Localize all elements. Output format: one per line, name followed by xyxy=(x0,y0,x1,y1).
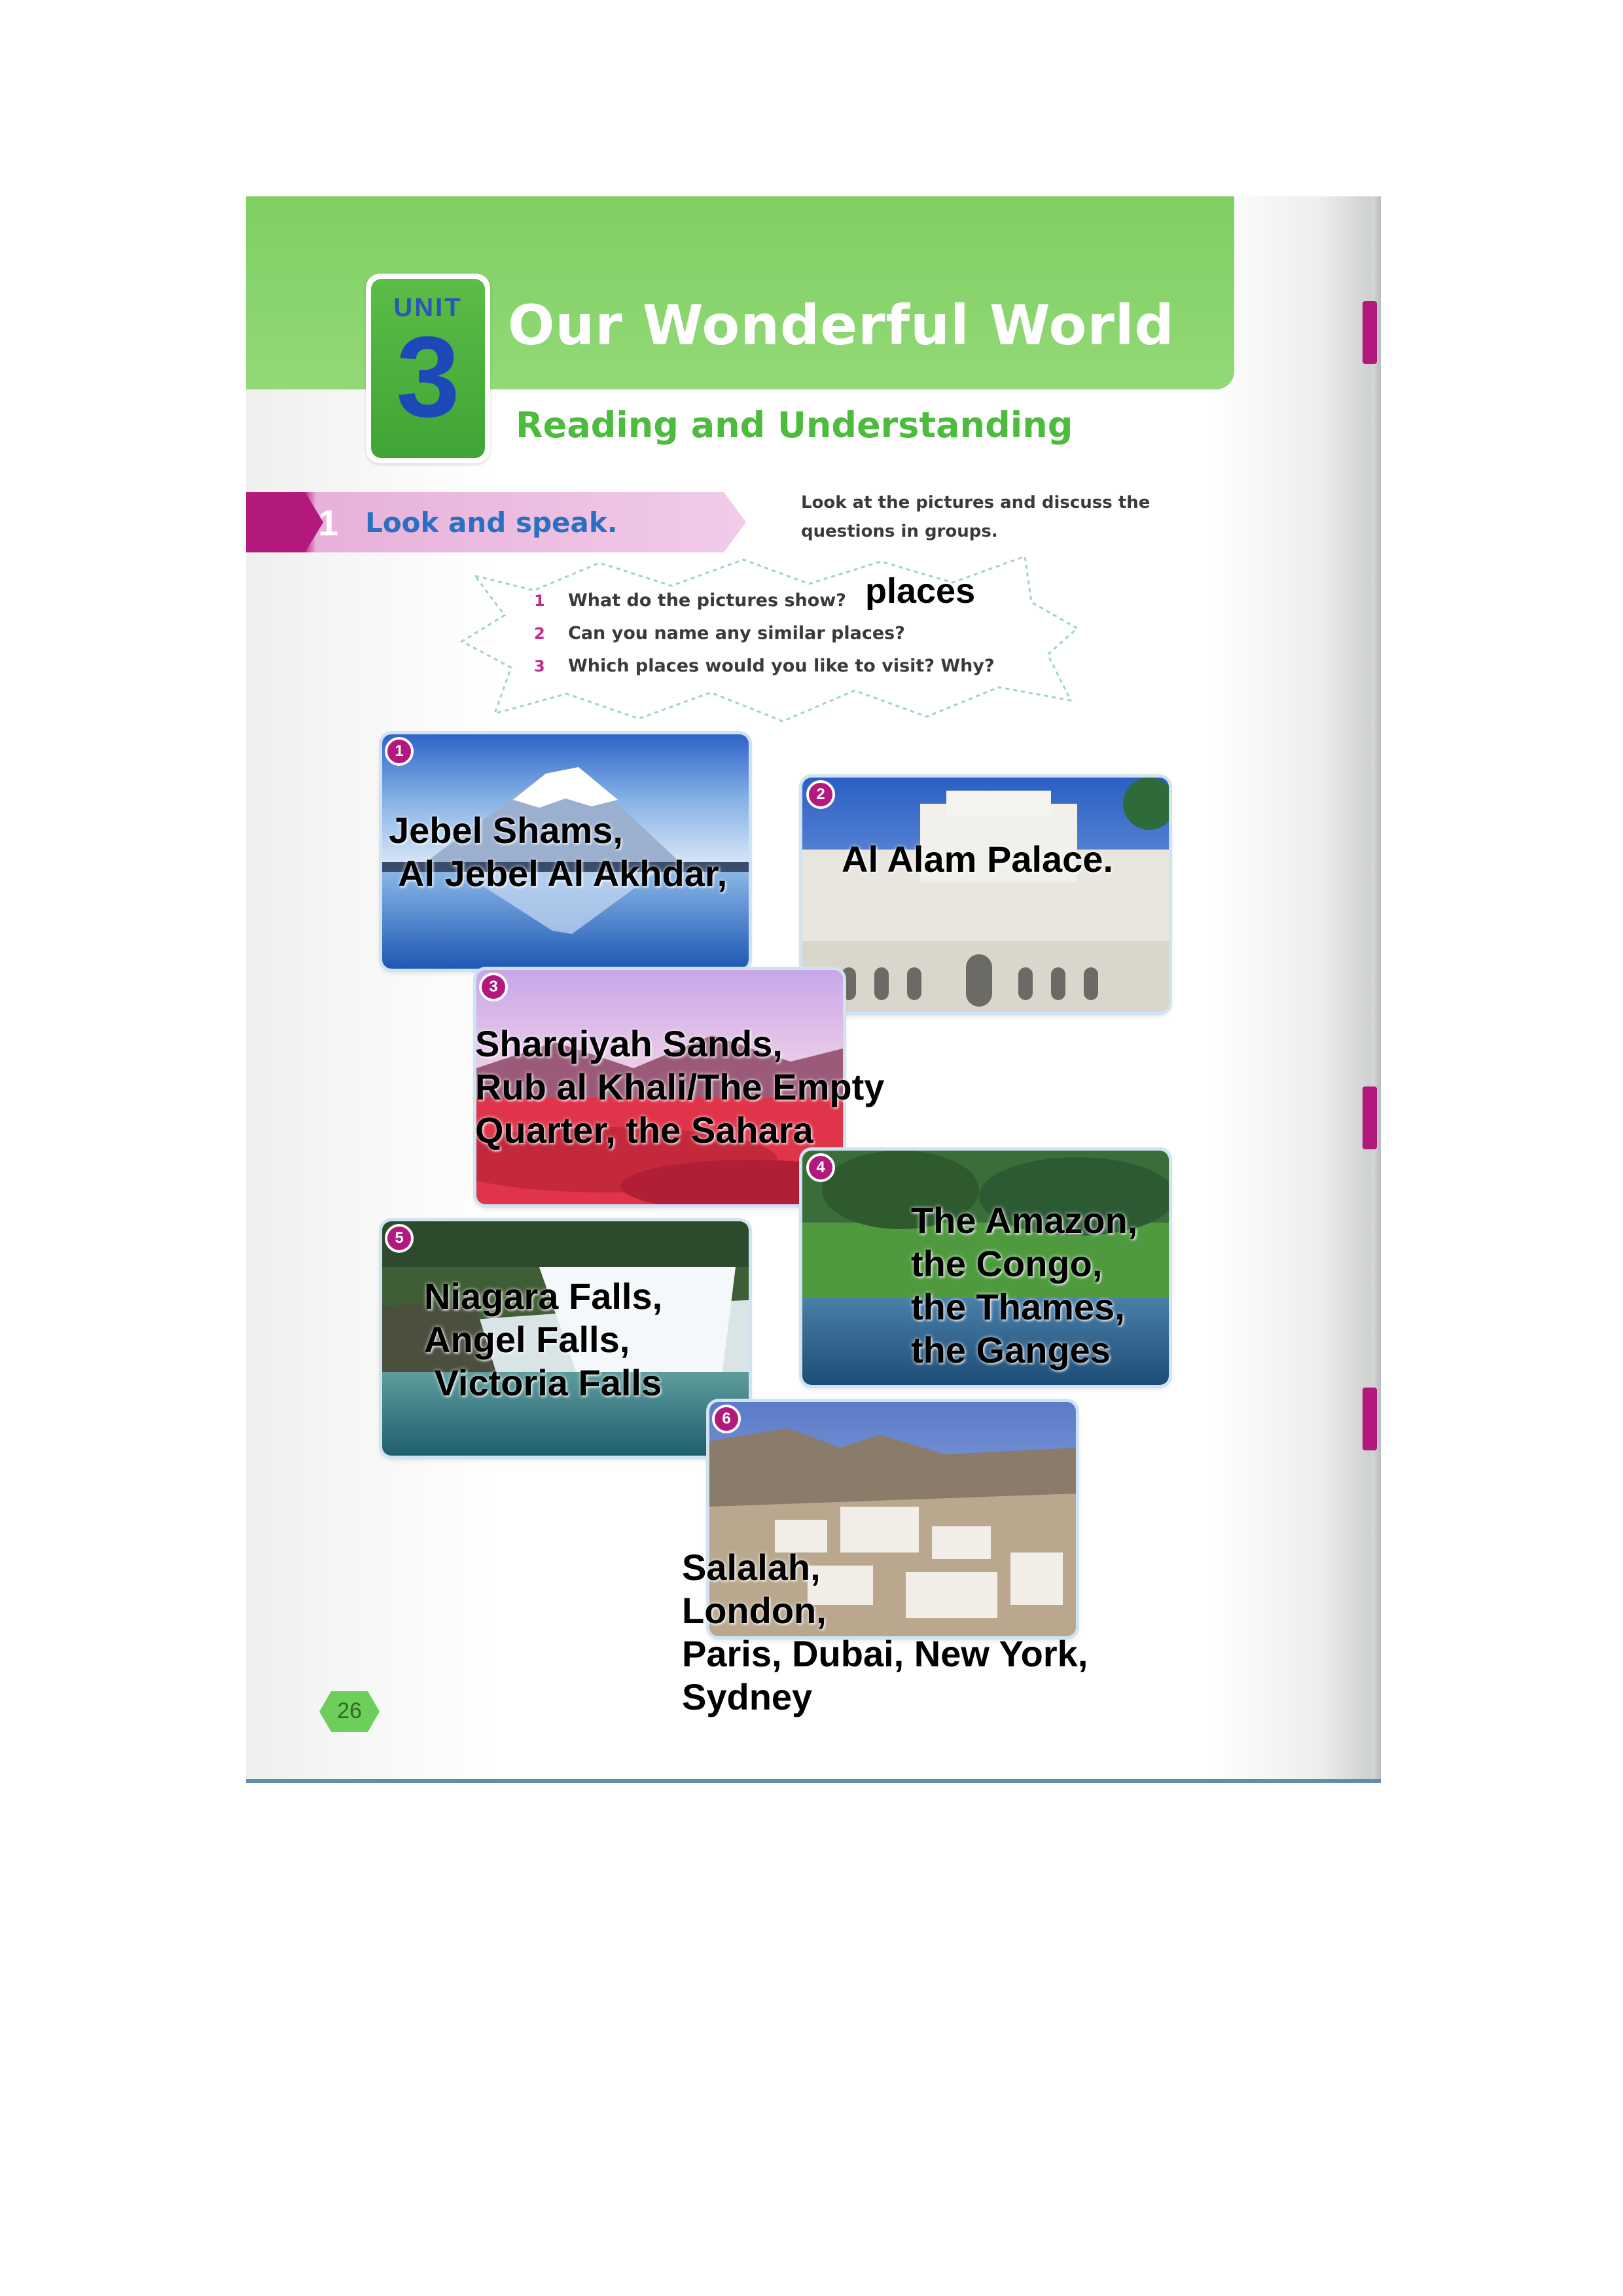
answer-line: Quarter, the Sahara xyxy=(475,1109,813,1151)
page-number-badge xyxy=(318,1690,381,1733)
unit-label: UNIT xyxy=(393,293,463,322)
answer-photo-5 xyxy=(424,1275,662,1405)
activity-number: 1 xyxy=(318,502,339,543)
activity-banner xyxy=(246,492,746,552)
unit-number: 3 xyxy=(396,314,460,441)
answer-line: Rub al Khali/The Empty xyxy=(475,1066,885,1107)
unit-badge xyxy=(366,274,490,463)
answer-line: Jebel Shams, xyxy=(389,810,623,851)
question-number-1: 1 xyxy=(534,592,545,610)
answer-photo-1 xyxy=(389,809,727,895)
answer-line: Victoria Falls xyxy=(424,1362,662,1403)
answer-line: the Thames, xyxy=(911,1286,1125,1327)
answer-photo-3 xyxy=(475,1022,884,1152)
question-3: Which places would you like to visit? Why? xyxy=(568,656,995,676)
answer-line: Al Jebel Al Akhdar, xyxy=(398,853,728,894)
answer-line: the Congo, xyxy=(911,1243,1103,1284)
unit-badge-inner xyxy=(371,279,485,458)
answer-photo-2 xyxy=(842,838,1113,881)
textbook-page xyxy=(246,196,1378,1780)
question-1: What do the pictures show? xyxy=(568,590,846,611)
photo-number-badge-2: 2 xyxy=(806,780,835,809)
answer-line: The Amazon, xyxy=(911,1200,1138,1241)
palace-image xyxy=(802,778,1169,1012)
edge-tab-marker xyxy=(1363,1086,1377,1149)
answer-line: Al Alam Palace. xyxy=(842,838,1114,880)
page-edge xyxy=(1372,196,1381,1783)
activity-instructions: Look at the pictures and discuss the questions in groups. xyxy=(801,493,1150,541)
answer-text-q1: places xyxy=(865,571,976,611)
photo-palace xyxy=(802,778,1169,1012)
photo-number-badge-1: 1 xyxy=(385,737,414,766)
edge-tab-marker xyxy=(1363,301,1377,364)
unit-title: Our Wonderful World xyxy=(508,293,1175,357)
answer-line: Sydney xyxy=(682,1676,813,1717)
answer-line: Salalah, xyxy=(682,1547,821,1588)
question-number-3: 3 xyxy=(534,657,545,675)
question-number-2: 2 xyxy=(534,624,545,643)
photo-number-badge-4: 4 xyxy=(806,1153,835,1182)
answer-line: Paris, Dubai, New York, xyxy=(682,1633,1088,1674)
answer-line: London, xyxy=(682,1590,827,1631)
answer-line: the Ganges xyxy=(911,1329,1111,1371)
page-number: 26 xyxy=(337,1698,362,1723)
answer-line: Niagara Falls, xyxy=(424,1276,663,1317)
answer-line: Sharqiyah Sands, xyxy=(475,1023,783,1064)
photo-number-badge-5: 5 xyxy=(385,1224,414,1253)
answer-line: Angel Falls, xyxy=(424,1319,630,1360)
photo-number-badge-3: 3 xyxy=(479,973,508,1001)
edge-tab-marker xyxy=(1363,1388,1377,1450)
unit-subtitle: Reading and Understanding xyxy=(516,404,1073,446)
answer-photo-6 xyxy=(682,1546,1088,1719)
photo-number-badge-6: 6 xyxy=(712,1405,741,1433)
page-bottom-rule xyxy=(246,1779,1381,1783)
question-2: Can you name any similar places? xyxy=(568,623,905,643)
activity-label: Look and speak. xyxy=(365,507,618,539)
answer-photo-4 xyxy=(911,1199,1137,1372)
